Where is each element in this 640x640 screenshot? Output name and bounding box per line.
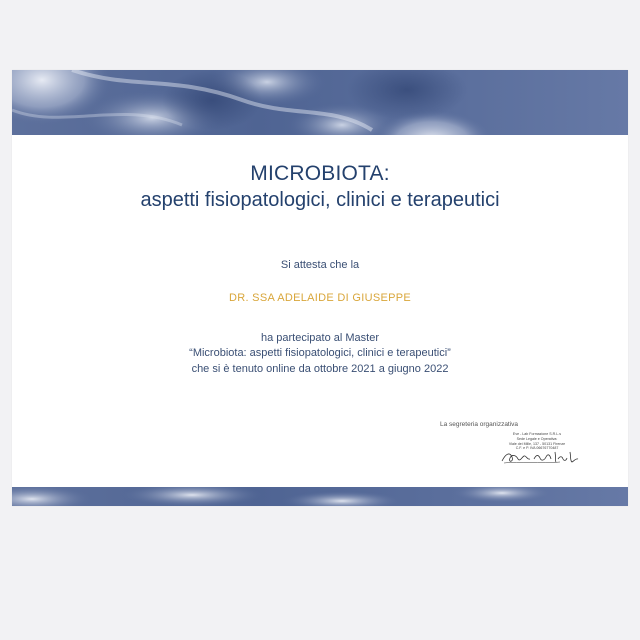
top-banner-image [12,70,628,135]
participation-text: ha partecipato al Master [260,332,379,344]
course-name: “Microbiota: aspetti fisiopatologici, clinici e terapeutici” [189,347,451,359]
certificate-title: MICROBIOTA: [250,162,390,185]
secretariat-label: La segreteria organizzativa [440,421,519,428]
signature-image [500,449,580,465]
certificate-subtitle: aspetti fisiopatologici, clinici e terapeutici [140,189,500,211]
stamp-line: Viale dei Mille, 137 - 50131 Firenze [508,441,566,446]
stamp-line: Sede Legale e Operativa: [516,436,558,441]
certificate [12,70,628,506]
stamp-line: C.F. e P. IVA 06676770487 [515,446,559,451]
bottom-banner-image [12,487,628,506]
recipient-name: DR. SSA ADELAIDE DI GIUSEPPE [228,292,411,304]
stamp-line: Eve - Lab Formazione S.R.L.s [512,432,562,436]
course-dates: che si è tenuto online da ottobre 2021 a giugno 2022 [191,363,449,375]
attestation-text: Si attesta che la [280,259,360,271]
